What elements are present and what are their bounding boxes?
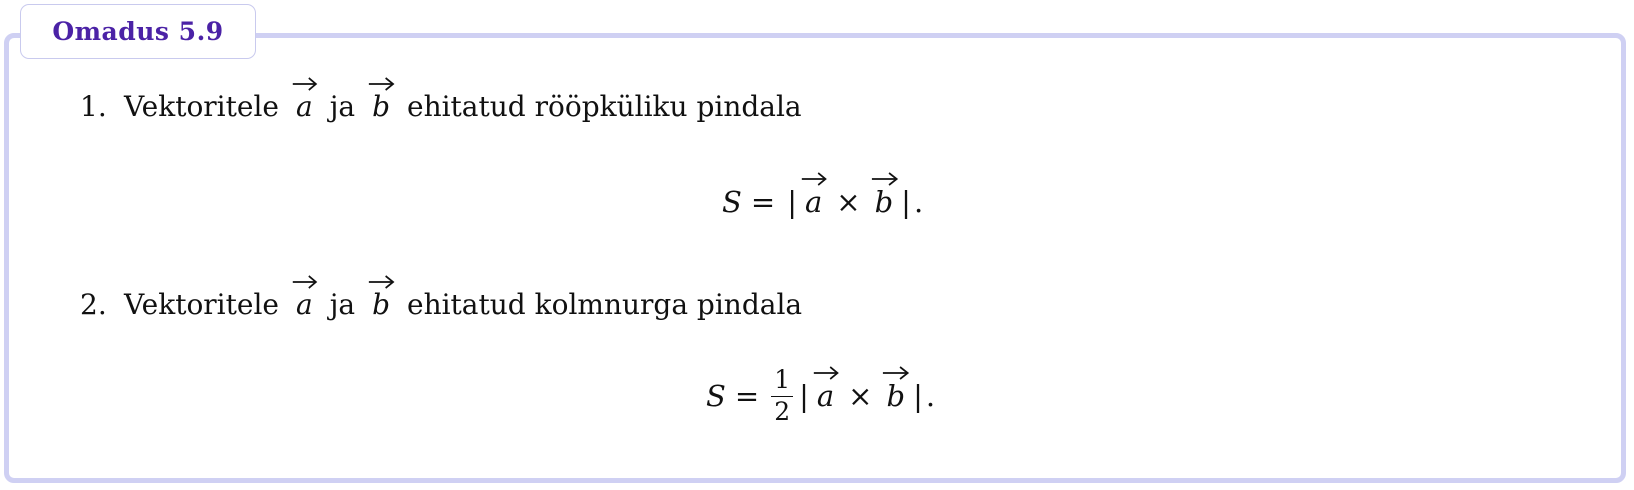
item-text-before: Vektoritele: [124, 288, 279, 321]
vector-b: [367, 90, 395, 123]
formula-parallelogram-area: [722, 180, 923, 224]
formula-equals: =: [750, 185, 776, 219]
formula-lhs: S: [706, 379, 726, 413]
vector-arrow-icon: [367, 274, 395, 288]
formula-vector-a-letter: a: [816, 378, 835, 413]
formula-vector-a-letter: a: [804, 184, 823, 219]
property-title: Omadus 5.9: [20, 4, 256, 59]
vector-arrow-icon: [870, 171, 899, 185]
vector-arrow-icon: [291, 274, 318, 288]
formula-vector-b-letter: b: [886, 378, 906, 413]
item-text-after: ehitatud kolmnurga pindala: [407, 288, 803, 321]
item-number: 2.: [80, 288, 107, 321]
item-text-after: ehitatud rööpküliku pindala: [407, 90, 802, 123]
item-text-before: Vektoritele: [124, 90, 279, 123]
fraction-numerator: 1: [774, 365, 791, 395]
formula-vector-a: [812, 378, 839, 413]
vector-a-letter: a: [295, 288, 313, 321]
list-item-1: [80, 90, 802, 123]
abs-bar-open: |: [787, 185, 797, 219]
item-number: 1.: [80, 90, 107, 123]
formula-triangle-area: [706, 356, 935, 436]
vector-b-letter: b: [372, 90, 390, 123]
item-conjunction: ja: [329, 288, 356, 321]
vector-a-letter: a: [295, 90, 313, 123]
formula-vector-b: [881, 378, 910, 413]
vector-b: [367, 288, 395, 321]
fraction-one-half: [771, 367, 793, 425]
list-item-2: [80, 288, 802, 321]
formula-period: .: [925, 379, 936, 413]
vector-arrow-icon: [812, 365, 839, 379]
vector-arrow-icon: [367, 76, 395, 90]
formula-times: ×: [848, 379, 873, 413]
item-conjunction: ja: [329, 90, 356, 123]
vector-b-letter: b: [372, 288, 390, 321]
formula-vector-b-letter: b: [874, 184, 894, 219]
vector-arrow-icon: [800, 171, 827, 185]
abs-bar-close: |: [901, 185, 911, 219]
vector-a: [291, 90, 318, 123]
formula-lhs: S: [722, 185, 742, 219]
formula-equals: =: [734, 379, 760, 413]
fraction-denominator: 2: [774, 396, 791, 426]
vector-a: [291, 288, 318, 321]
formula-times: ×: [836, 185, 861, 219]
formula-period: .: [913, 185, 924, 219]
vector-arrow-icon: [291, 76, 318, 90]
abs-bar-open: |: [799, 379, 809, 413]
abs-bar-close: |: [913, 379, 923, 413]
formula-vector-b: [870, 184, 899, 219]
vector-arrow-icon: [881, 365, 910, 379]
formula-vector-a: [800, 184, 827, 219]
